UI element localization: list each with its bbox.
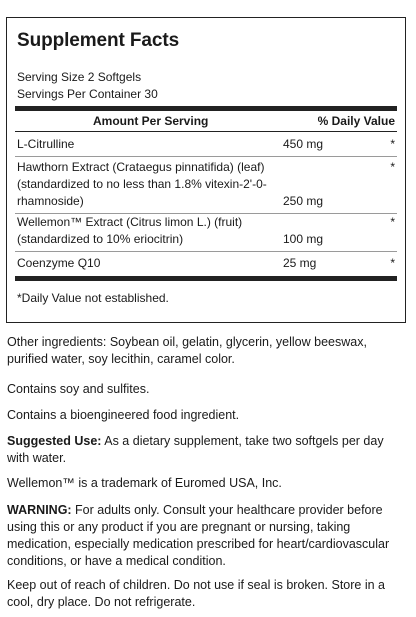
ingredient-name: Hawthorn Extract (Crataegus pinnatifida) (leaf) (standardized to no less than 1.8% vitexin-2'-0- rhamnoside) bbox=[17, 160, 267, 208]
supplement-facts-panel bbox=[6, 17, 406, 323]
row-divider bbox=[15, 156, 397, 157]
divider-thick bbox=[15, 106, 397, 111]
ingredient-name: L-Citrulline bbox=[17, 137, 75, 151]
row-divider bbox=[15, 251, 397, 252]
warning-text: For adults only. Consult your healthcare provider before using this or any product if you are pregnant or nursing, taking medication, especially medication prescribed for heart/cardiovascular conditions, or have a medical condition. bbox=[7, 503, 390, 568]
ingredient-name: Coenzyme Q10 bbox=[17, 256, 101, 270]
panel-title: Supplement Facts bbox=[17, 30, 180, 51]
divider-thick bbox=[15, 276, 397, 281]
divider-thin bbox=[15, 131, 397, 132]
trademark-statement: Wellemon™ is a trademark of Euromed USA, Inc. bbox=[7, 476, 282, 490]
ingredient-amount: 100 mg bbox=[283, 232, 324, 246]
warning bbox=[7, 502, 409, 570]
ingredient-amount: 450 mg bbox=[283, 137, 324, 151]
allergen-statement: Contains soy and sulfites. bbox=[7, 382, 150, 396]
ingredient-amount: 250 mg bbox=[283, 194, 324, 208]
ingredient-daily-value: * bbox=[390, 137, 395, 151]
ingredient-daily-value: * bbox=[390, 160, 395, 174]
daily-value-header: % Daily Value bbox=[317, 114, 395, 128]
ingredient-amount: 25 mg bbox=[283, 256, 317, 270]
other-ingredients: Other ingredients: Soybean oil, gelatin, glycerin, yellow beeswax, purified water, soy lecithin, caramel color. bbox=[7, 335, 367, 366]
daily-value-footnote: *Daily Value not established. bbox=[17, 291, 169, 305]
bioengineered-statement: Contains a bioengineered food ingredient. bbox=[7, 408, 240, 422]
suggested-use-text: As a dietary supplement, take two softgels per day with water. bbox=[7, 434, 384, 465]
serving-size: Serving Size 2 Softgels bbox=[17, 70, 142, 84]
warning-label: WARNING: bbox=[7, 503, 72, 517]
ingredient-name: Wellemon™ Extract (Citrus limon L.) (fruit) (standardized to 10% eriocitrin) bbox=[17, 215, 243, 246]
servings-per-container: Servings Per Container 30 bbox=[17, 87, 158, 101]
suggested-use-label: Suggested Use: bbox=[7, 434, 102, 448]
ingredient-daily-value: * bbox=[390, 256, 395, 270]
storage-statement: Keep out of reach of children. Do not use if seal is broken. Store in a cool, dry place. Do not refrigerate. bbox=[7, 578, 385, 609]
suggested-use bbox=[7, 433, 409, 467]
ingredient-daily-value: * bbox=[390, 215, 395, 229]
amount-per-serving-header: Amount Per Serving bbox=[93, 114, 209, 128]
